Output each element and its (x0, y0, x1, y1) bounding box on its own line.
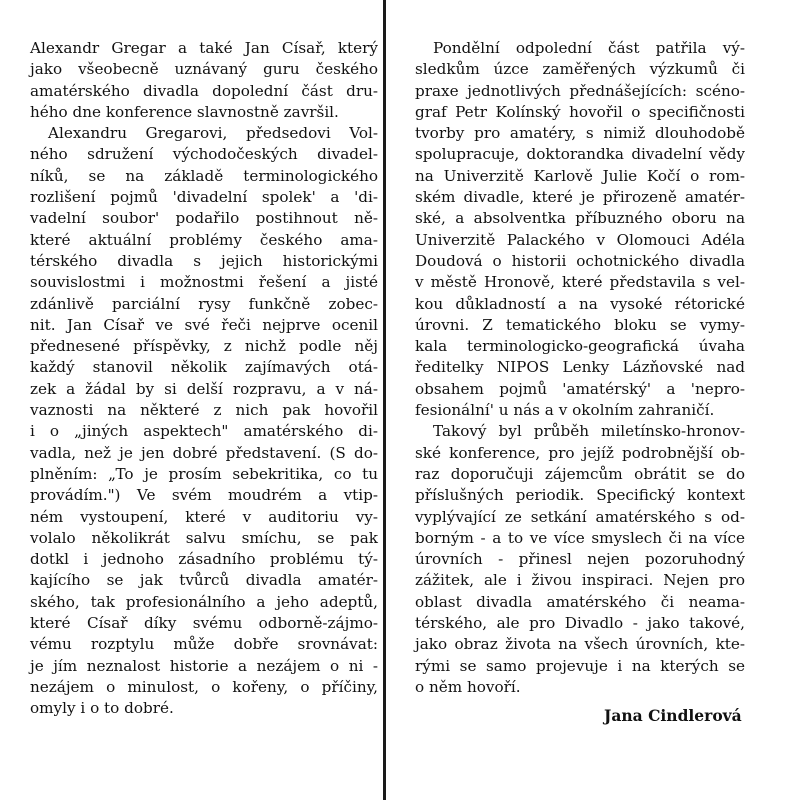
text-line: úrovni. Z tematického bloku se vymy- (415, 315, 745, 334)
text-line: v městě Hronově, které představila s vel- (415, 273, 745, 292)
text-line: Alexandr Gregar a také Jan Císař, který (30, 39, 378, 57)
text-line: ské, a absolventka příbuzného oboru na (415, 209, 745, 228)
column-divider-rule (383, 0, 386, 800)
text-line: ředitelky NIPOS Lenky Lázňovské nad (415, 358, 745, 377)
text-line: plněním: „To je prosím sebekritika, co tu (30, 464, 378, 483)
text-line: úrovních - přinesl nejen pozoruhodný (415, 550, 745, 569)
text-line: tvorby pro amatéry, s nimiž dlouhodobě (415, 124, 745, 143)
text-line: amatérského divadla dopolední část dru- (30, 81, 378, 100)
text-line: dotkl i jednoho zásadního problému tý- (30, 550, 378, 569)
text-line: ské konference, pro jejíž podrobnější ob- (415, 443, 745, 462)
text-line: graf Petr Kolínský hovořil o specifičnosti (415, 102, 745, 121)
text-line: térského, ale pro Divadlo - jako takové, (415, 614, 745, 633)
text-line: o něm hovoří. (415, 677, 521, 696)
text-line: jako obraz života na všech úrovních, kte- (415, 635, 745, 654)
text-line: kala terminologicko-geografická úvaha (415, 337, 745, 356)
text-line: ného sdružení východočeských divadel- (30, 145, 378, 164)
right-text-column (415, 38, 745, 698)
text-line: zážitek, ale i živou inspiraci. Nejen pro (415, 571, 745, 590)
paragraph-start-line: Pondělní odpolední část patřila vý- (433, 39, 745, 57)
text-line: je jím neznalost historie a nezájem o ni - (30, 656, 378, 675)
paragraph-start-line: Alexandru Gregarovi, předsedovi Vol- (48, 124, 378, 143)
text-line: sledkům úzce zaměřených výzkumů či (415, 60, 745, 79)
text-line: Doudová o historii ochotnického divadla (415, 251, 745, 270)
text-line: vyplývající ze setkání amatérského s od- (415, 507, 745, 526)
text-line: rozlišení pojmů 'divadelní spolek' a 'di- (30, 188, 378, 207)
text-line: térského divadla s jejich historickými (30, 251, 378, 270)
text-line: raz doporučuji zájemcům obrátit se do (415, 464, 745, 483)
text-line: kou důkladností a na vysoké rétorické (415, 294, 745, 313)
text-line: vému rozptylu může dobře srovnávat: (30, 635, 378, 654)
text-line: volalo několikrát salvu smíchu, se pak (30, 528, 378, 547)
text-line: provádím.") Ve svém moudrém a vtip- (30, 486, 378, 505)
left-text-column (30, 38, 378, 720)
text-line: souvislostmi i možnostmi řešení a jisté (30, 273, 378, 292)
text-line: nit. Jan Císař ve své řeči nejprve ocenil (30, 315, 378, 334)
text-line: ském divadle, které je přirozeně amatér- (415, 188, 745, 207)
text-line: omyly i o to dobré. (30, 699, 174, 718)
text-line: vaznosti na některé z nich pak hovořil (30, 401, 378, 420)
text-line: vadla, než je jen dobré představení. (S do- (30, 443, 378, 462)
text-line: nezájem o minulost, o kořeny, o příčiny, (30, 677, 378, 696)
text-line: rými se samo projevuje i na kterých se (415, 656, 745, 675)
text-line: na Univerzitě Karlově Julie Kočí o rom- (415, 166, 745, 185)
text-line: zdánlivě parciální rysy funkčně zobec- (30, 294, 378, 313)
text-line: i o „jiných aspektech" amatérského di- (30, 422, 378, 441)
text-line: níků, se na základě terminologického (30, 166, 378, 185)
text-line: praxe jednotlivých přednášejících: scéno- (415, 81, 745, 100)
text-line: spolupracuje, doktorandka divadelní vědy (415, 145, 745, 164)
text-line: ského, tak profesionálního a jeho adeptů, (30, 592, 378, 611)
text-line: jako všeobecně uznávaný guru českého (30, 60, 378, 79)
text-line: zek a žádal by si delší rozpravu, a v ná- (30, 379, 378, 398)
text-line: ném vystoupení, které v auditoriu vy- (30, 507, 378, 526)
text-line: kajícího se jak tvůrců divadla amatér- (30, 571, 378, 590)
author-signature: Jana Cindlerová (604, 706, 742, 725)
text-line: Univerzitě Palackého v Olomouci Adéla (415, 230, 745, 249)
text-line: fesionální' u nás a v okolním zahraničí. (415, 401, 715, 420)
text-line: přednesené příspěvky, z nichž podle něj (30, 337, 378, 356)
text-line: oblast divadla amatérského či neama- (415, 592, 745, 611)
text-line: borným - a to ve více smyslech či na více (415, 528, 745, 547)
text-line: každý stanovil několik zajímavých otá- (30, 358, 378, 377)
text-line: které aktuální problémy českého ama- (30, 230, 378, 249)
paragraph-start-line: Takový byl průběh miletínsko-hronov- (433, 422, 745, 441)
text-line: které Císař díky svému odborně-zájmo- (30, 614, 378, 633)
text-line: příslušných periodik. Specifický kontext (415, 486, 745, 505)
text-line: obsahem pojmů 'amatérský' a 'nepro- (415, 379, 745, 398)
text-line: vadelní soubor' podařilo postihnout ně- (30, 209, 378, 228)
text-line: hého dne konference slavnostně završil. (30, 102, 339, 121)
